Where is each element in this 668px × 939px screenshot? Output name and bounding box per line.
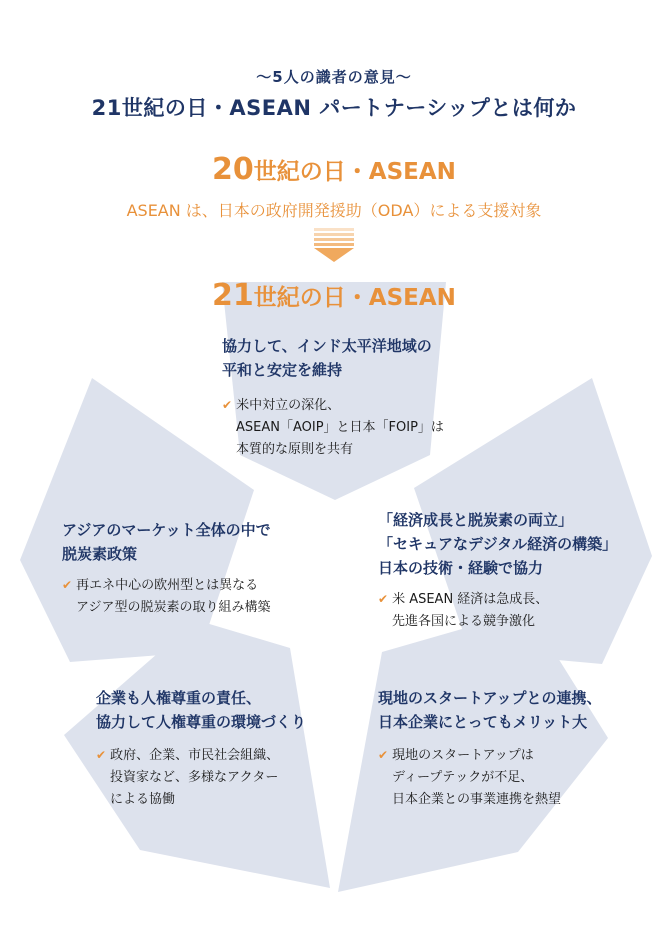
petal-body-line: ✔ 現地のスタートアップは — [378, 748, 534, 763]
petal-body-line: ✔ 米中対立の深化、 — [222, 398, 341, 413]
petal-body-line: ディープテックが不足、 — [392, 770, 534, 785]
era-20-description: ASEAN は、日本の政府開発援助（ODA）による支援対象 — [126, 201, 542, 220]
petal-title-line: 企業も人権尊重の責任、 — [96, 689, 262, 707]
page-title: 21世紀の日・ASEAN パートナーシップとは何か — [91, 96, 577, 120]
petal-title-line: 「セキュアなデジタル経済の構築」 — [378, 535, 618, 553]
petal-title-line: 「経済成長と脱炭素の両立」 — [378, 511, 574, 529]
petal-body-line: ASEAN「AOIP」と日本「FOIP」は — [236, 420, 444, 435]
petal-body-line: 先進各国による競争激化 — [392, 614, 536, 629]
petal-body-line: ✔ 再エネ中心の欧州型とは異なる — [62, 578, 259, 593]
petal-title-line: 日本企業にとってもメリット大 — [378, 713, 588, 731]
petal-title-line: 協力して、インド太平洋地域の — [222, 337, 432, 355]
era-21-number: 21 — [212, 278, 254, 313]
petal-body-line: アジア型の脱炭素の取り組み構築 — [76, 600, 271, 615]
petal-title-line: アジアのマーケット全体の中で — [62, 521, 271, 539]
era-21-label: 世紀の日・ASEAN — [253, 285, 456, 311]
petal-right-lower-content — [378, 686, 602, 811]
petal-left-lower-content — [96, 686, 306, 811]
petal-title-line: 日本の技術・経験で協力 — [378, 559, 544, 577]
check-icon: ✔ — [378, 592, 389, 606]
petal-title-line: 平和と安定を維持 — [222, 361, 343, 379]
era-20-label: 世紀の日・ASEAN — [253, 159, 456, 185]
era-20-heading — [0, 152, 668, 187]
petal-title-line: 現地のスタートアップとの連携、 — [378, 689, 602, 707]
petal-body-line: ✔ 米 ASEAN 経済は急成長、 — [378, 592, 549, 607]
check-icon: ✔ — [96, 748, 107, 762]
era-20-number: 20 — [212, 152, 254, 187]
check-icon: ✔ — [222, 398, 233, 412]
petal-body-line: 投資家など、多様なアクター — [110, 770, 279, 785]
petal-body-line: ✔ 政府、企業、市民社会組織、 — [96, 748, 280, 763]
petal-left-upper-content — [62, 518, 271, 619]
petal-body-line: 本質的な原則を共有 — [236, 442, 354, 457]
petal-body-line: による協働 — [110, 792, 176, 807]
petal-right-upper-content — [378, 508, 617, 633]
down-arrow-icon — [314, 228, 354, 274]
petal-top-content — [222, 334, 444, 461]
check-icon: ✔ — [62, 578, 73, 592]
era-21-heading — [0, 278, 668, 313]
petal-body-line: 日本企業との事業連携を熱望 — [392, 792, 562, 807]
subtitle: 〜5人の識者の意見〜 — [256, 68, 412, 86]
petal-title-line: 協力して人権尊重の環境づくり — [96, 713, 307, 731]
check-icon: ✔ — [378, 748, 389, 762]
petal-title-line: 脱炭素政策 — [62, 545, 138, 563]
